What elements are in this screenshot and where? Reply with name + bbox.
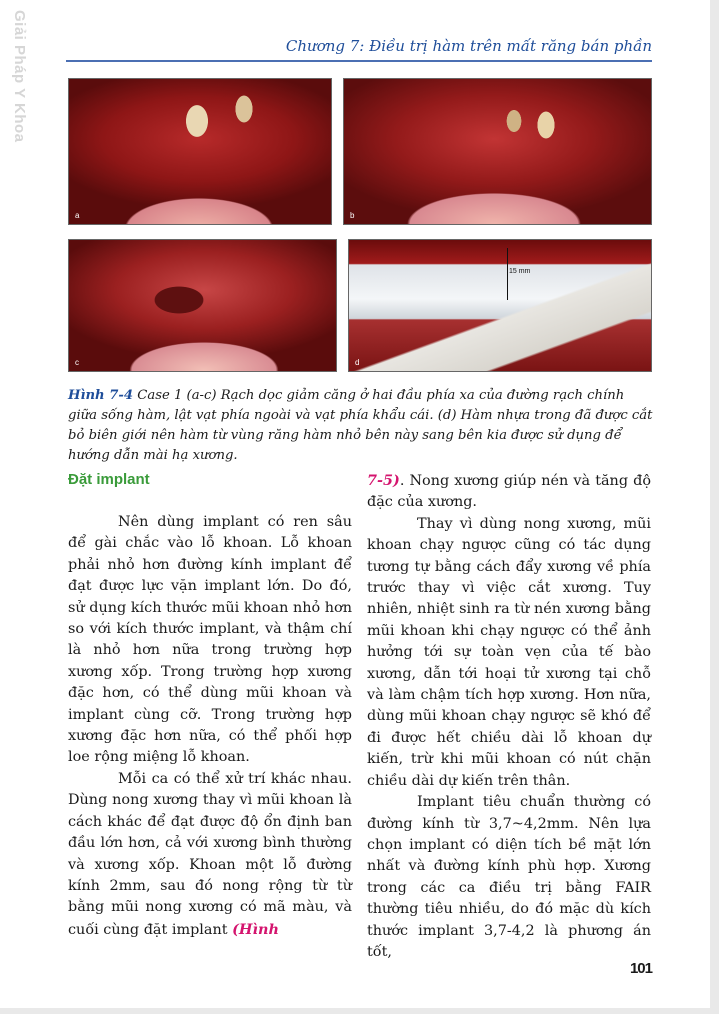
left-column xyxy=(68,512,352,941)
measurement-line xyxy=(507,248,508,300)
figure-caption-label: Hình 7-4 xyxy=(68,388,134,403)
figure-photo-b xyxy=(343,78,652,225)
paragraph-text: . Nong xương giúp nén và tăng độ đặc của xương. xyxy=(367,473,651,511)
side-brand-watermark: Giải Pháp Y Khoa xyxy=(11,10,28,143)
photo-label: c xyxy=(75,358,79,367)
figure-photo-c xyxy=(68,239,337,372)
photo-label: d xyxy=(355,358,360,367)
paragraph-text: Mỗi ca có thể xử trí khác nhau. Dùng nong xương thay vì mũi khoan là cách khác để đạt được độ ổn định ban đầu lớn hơn, cả với xương bình thường và xương xốp. Khoan một lỗ đường kính 2mm, sau đó nong rộng từ từ bằng mũi nong xương có mã màu, và cuối cùng đặt implant xyxy=(68,770,352,938)
paragraph: Implant tiêu chuẩn thường có đường kính từ 3,7~4,2mm. Nên lựa chọn implant có diện tích bề mặt lớn nhất và đường kính phù hợp. Xương trong các ca điều trị bằng FAIR thường tiêu nhiều, do đó mặc dù kích thước implant 3,7-4,2 là phương án tốt, xyxy=(367,794,651,960)
paragraph: Thay vì dùng nong xương, mũi khoan chạy ngược cũng có tác dụng tương tự bằng cách đẩy xương về phía trước thay vì việc cắt xương. Tuy nhiên, nhiệt sinh ra từ nén xương bằng mũi khoan khi chạy ngược có thể ảnh hưởng tới sự toàn vẹn của tế bào xương, dẫn tới hoại tử xương tại chỗ và làm chậm tích hợp xương. Hơn nữa, dùng mũi khoan chạy ngược sẽ khó để đi được hết chiều dài lỗ khoan dự kiến, trừ khi mũi khoan có nút chặn chiều dài dự kiến trên thân. xyxy=(367,515,651,789)
photo-label: a xyxy=(75,211,80,220)
running-head: Chương 7: Điều trị hàm trên mất răng bán phần xyxy=(285,37,652,55)
right-column xyxy=(367,470,651,963)
figure-caption xyxy=(68,386,654,466)
figure-caption-text: Case 1 (a-c) Rạch dọc giảm căng ở hai đầu phía xa của đường rạch chính giữa sống hàm, lật vạt phía ngoài và vạt phía khẩu cái. (d) Hàm nhựa trong đã được cắt bỏ biên giới nên hàm từ vùng răng hàm nhỏ bên này sang bên kia được sử dụng để hướng dẫn mài hạ xương. xyxy=(68,388,653,463)
section-title: Đặt implant xyxy=(68,471,150,488)
photo-label: b xyxy=(350,211,355,220)
paragraph: Nên dùng implant có ren sâu để gài chắc vào lỗ khoan. Lỗ khoan phải nhỏ hơn đường kính implant để đạt được lực vặn implant lớn. Do đó, sử dụng kích thước mũi khoan nhỏ hơn so với kích thước implant, và thậm chí là nhỏ hơn nữa trong trường hợp xương xốp. Trong trường hợp xương đặc hơn, có thể dùng mũi khoan và implant cùng cỡ. Trong trường hợp xương đặc hơn nữa, có thể phối hợp loe rộng miệng lỗ khoan. xyxy=(68,514,352,766)
measurement-label: 15 mm xyxy=(509,268,531,275)
paragraph xyxy=(68,769,352,941)
page-number: 101 xyxy=(629,960,652,977)
figure-reference: 7-5) xyxy=(367,472,400,489)
figure-photo-d xyxy=(348,239,652,372)
paragraph xyxy=(367,470,651,514)
header-rule xyxy=(66,60,652,62)
figure-reference: (Hình xyxy=(232,920,279,938)
figure-photo-a xyxy=(68,78,332,225)
